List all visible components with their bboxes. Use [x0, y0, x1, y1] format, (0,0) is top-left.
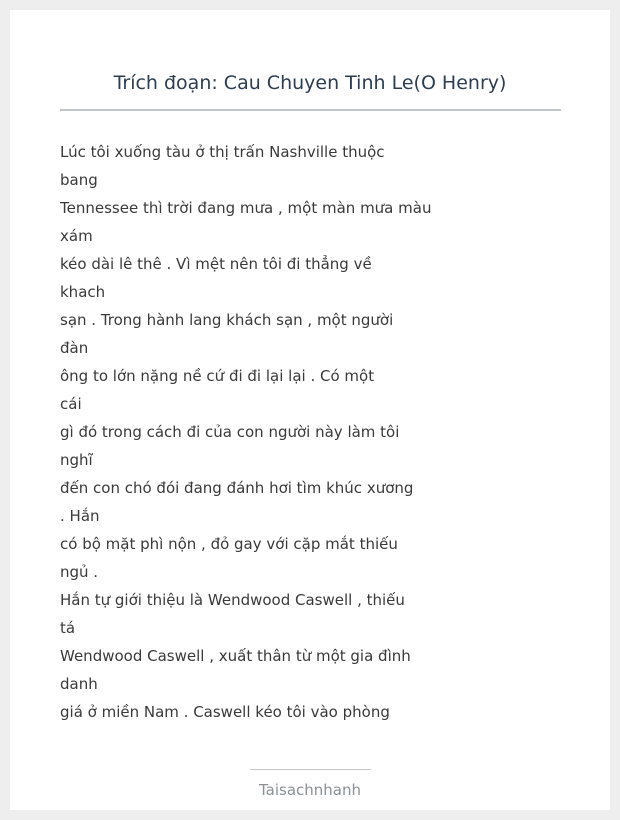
text-line: đến con chó đói đang đánh hơi tìm khúc xương: [60, 479, 414, 497]
text-line: có bộ mặt phì nộn , đỏ gay với cặp mắt thiếu: [60, 535, 398, 553]
page-title: Trích đoạn: Cau Chuyen Tinh Le(O Henry): [113, 72, 507, 94]
text-line: tá: [60, 619, 76, 637]
text-line: giá ở miền Nam . Caswell kéo tôi vào phòng: [60, 703, 390, 721]
text-line: đàn: [60, 339, 89, 357]
text-line: ngủ .: [60, 563, 99, 581]
text-line: . Hắn: [60, 507, 100, 525]
body-text: [60, 138, 430, 726]
document-page: [10, 10, 610, 810]
text-line: Hắn tự giới thiệu là Wendwood Caswell , thiếu: [60, 591, 405, 609]
text-line: Wendwood Caswell , xuất thân từ một gia đình: [60, 647, 411, 665]
text-line: khach: [60, 283, 106, 301]
text-line: Lúc tôi xuống tàu ở thị trấn Nashville thuộc: [60, 143, 385, 161]
text-line: bang: [60, 171, 98, 189]
text-line: xám: [60, 227, 93, 245]
text-line: ông to lớn nặng nề cứ đi đi lại lại . Có một: [60, 367, 375, 385]
title-divider: [60, 109, 561, 111]
text-line: gì đó trong cách đi của con người này làm tôi: [60, 423, 400, 441]
text-line: danh: [60, 675, 98, 693]
text-line: kéo dài lê thê . Vì mệt nên tôi đi thẳng về: [60, 255, 372, 273]
footer-divider: [250, 769, 371, 770]
text-line: sạn . Trong hành lang khách sạn , một người: [60, 311, 394, 329]
text-line: cái: [60, 395, 82, 413]
text-line: Tennessee thì trời đang mưa , một màn mưa màu: [60, 199, 432, 217]
text-line: nghĩ: [60, 451, 93, 469]
footer-source: Taisachnhanh: [258, 781, 362, 799]
